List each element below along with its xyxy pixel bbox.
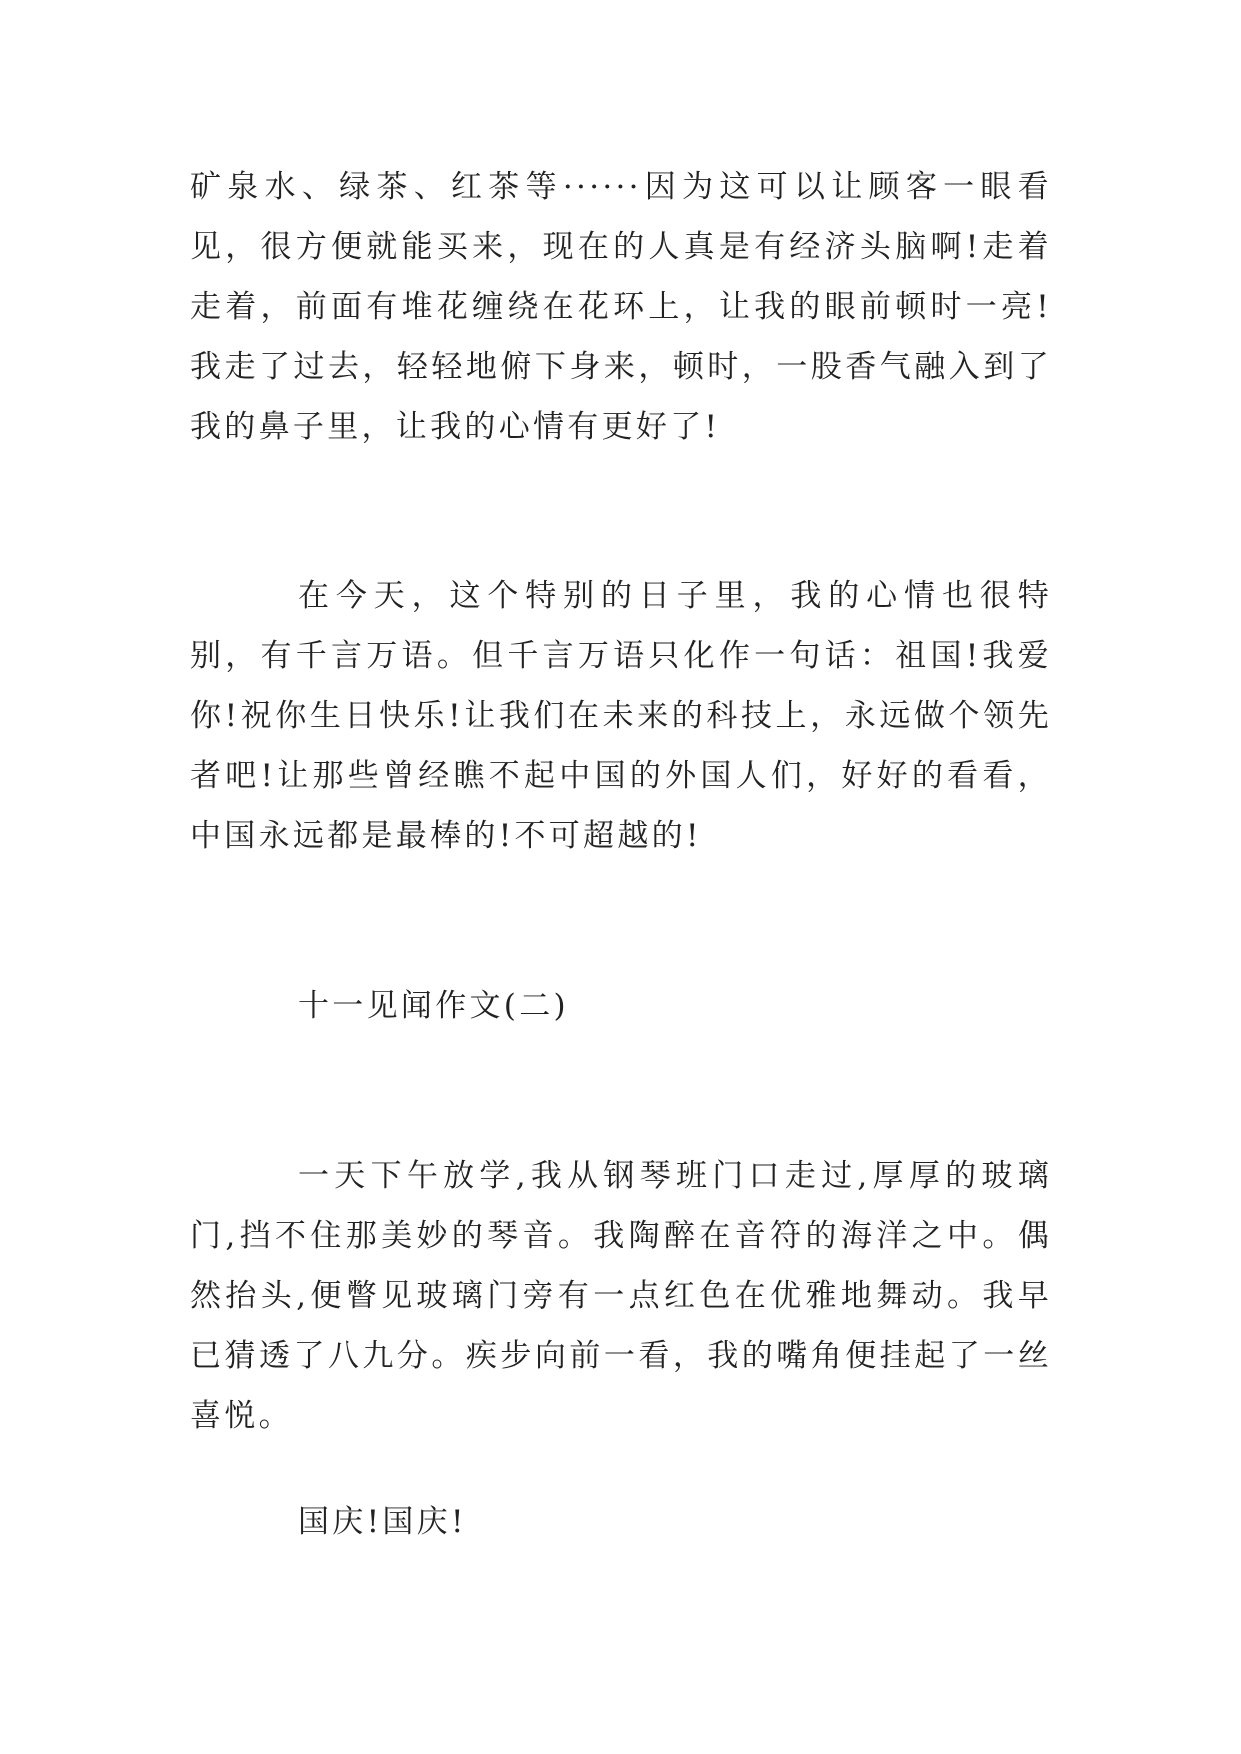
paragraph-national-day-wish: 在今天，这个特别的日子里，我的心情也很特别，有千言万语。但千言万语只化作一句话：祖国!我爱你!祝你生日快乐!让我们在未来的科技上，永远做个领先者吧!让那些曾经瞧不起中国的外国人们，好好的看看，中国永远都是最棒的!不可超越的! (190, 578, 1052, 854)
paragraph-continuation: 矿泉水、绿茶、红茶等······因为这可以让顾客一眼看见，很方便就能买来，现在的人真是有经济头脑啊!走着走着，前面有堆花缠绕在花环上，让我的眼前顿时一亮!我走了过去，轻轻地俯下身来，顿时，一股香气融入到了我的鼻子里，让我的心情有更好了! (190, 169, 1052, 445)
paragraph-national-day: 国庆!国庆! (298, 1504, 467, 1540)
paragraph-piano-class: 一天下午放学,我从钢琴班门口走过,厚厚的玻璃门,挡不住那美妙的琴音。我陶醉在音符的海洋之中。偶然抬头,便瞥见玻璃门旁有一点红色在优雅地舞动。我早已猜透了八九分。疾步向前一看，我的嘴角便挂起了一丝喜悦。 (190, 1158, 1052, 1434)
essay-subtitle: 十一见闻作文(二) (298, 988, 569, 1024)
